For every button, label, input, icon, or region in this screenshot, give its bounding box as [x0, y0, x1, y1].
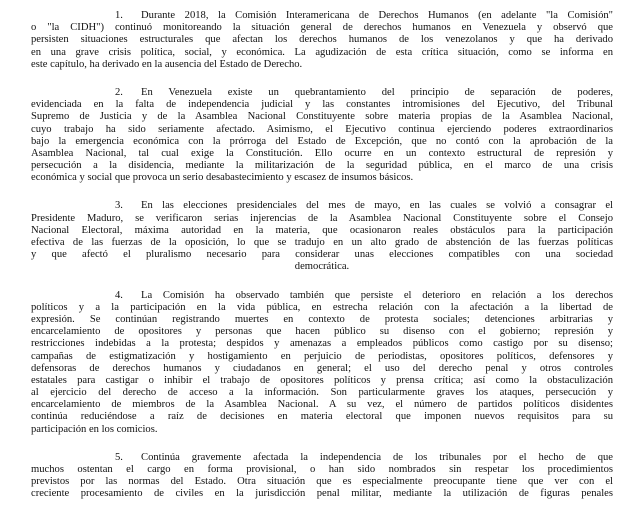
paragraph-line: previstos por las normas del Estado. Otra situación que es especialmente preocupante tiene que ver con el [31, 476, 613, 488]
paragraph-line [31, 87, 613, 99]
paragraph-line: encarcelamiento de miembros de la Asamblea Nacional. A su vez, el número de partidos políticos disidentes [31, 399, 613, 411]
paragraph-line: campañas de estigmatización y hostigamiento en perjuicio de periodistas, opositores políticos, defensores y [31, 350, 613, 362]
paragraph-line [31, 290, 613, 302]
paragraph-line-text: Durante 2018, la Comisión Interamericana de Derechos Humanos (en adelante "la Comisión" [141, 10, 613, 21]
paragraph-number: 3. [115, 200, 123, 212]
paragraph-1 [31, 10, 613, 71]
paragraph-line: democrática. [294, 261, 350, 273]
paragraph-line: Supremo de Justicia y de la Asamblea Nacional Constituyente sobre materia propias de la Asamblea Nacional, [31, 111, 613, 123]
paragraph-line: económica y social que provoca un serio desabastecimiento y escasez de insumos básicos. [31, 172, 414, 184]
paragraph-line: expresión. Se continúan registrando muertes en contexto de protesta sociales; detenciones arbitrarias y [31, 313, 613, 325]
paragraph-line: participación en los comicios. [31, 423, 158, 435]
paragraph-line: evidenciada en la falta de independencia judicial y las constantes intromisiones del Ejecutivo, del Tribunal [31, 99, 613, 111]
paragraph-line [31, 10, 613, 22]
paragraph-line-text: En las elecciones presidenciales del mes de mayo, en las cuales se volvió a consagrar el [141, 200, 613, 212]
paragraph-line-text: La Comisión ha observado también que persiste el deterioro en relación a los derechos [141, 289, 613, 301]
paragraph-line-text: Continúa gravemente afectada la independencia de los tribunales por el hecho de que [141, 451, 613, 463]
paragraph-line: muchos ostentan el cargo en forma provisional, o han sido nombrados sin respetar los procedimientos [31, 464, 613, 475]
paragraph-number: 5. [115, 451, 123, 463]
paragraph-4 [31, 290, 613, 436]
paragraph-line: políticos y a la participación en la vida pública, en estrecha relación con la afectación a la libertad de [31, 301, 613, 313]
paragraph-line [31, 200, 613, 212]
document-page [31, 10, 613, 517]
paragraph-line-text: En Venezuela existe un quebrantamiento del principio de separación de poderes, [141, 86, 613, 98]
paragraph-line: estatales para castigar o inhibir el trabajo de opositores políticos y prensa crítica; así como la obstaculización [31, 374, 613, 386]
paragraph-line: Presidente Maduro, se verificaron serias injerencias de la Asamblea Nacional Constituyente sobre el Consejo [31, 212, 613, 224]
paragraph-line: al ejercicio del derecho de acceso a la información. Son particularmente graves los ataques, persecución y [31, 387, 613, 399]
paragraph-line: bajo la emergencia económica con la prórroga del Estado de Excepción, que no contó con la aprobación de la [31, 135, 613, 147]
paragraph-line: este capítulo, ha derivado en la ausencia del Estado de Derecho. [31, 58, 303, 70]
paragraph-line: creciente procesamiento de civiles en la jurisdicción penal militar, mediante la utilización de figuras penales [31, 488, 613, 500]
paragraph-line: persisten situaciones estructurales que afectan los derechos humanos de los venezolanos y que ha derivado [31, 34, 613, 46]
paragraph-number: 4. [115, 289, 123, 301]
paragraph-2 [31, 87, 613, 185]
paragraph-line: cuyo trabajo ha sido seriamente afectado. Asimismo, el Ejecutivo continua ejerciendo poderes extraordinarios [31, 123, 613, 135]
paragraph-5 [31, 452, 613, 501]
paragraph-3 [31, 200, 613, 273]
paragraph-line: encarcelamiento de opositores y personas que hacen público su disenso con el gobierno; represión y [31, 326, 613, 338]
paragraph-line: persecución a la disidencia, mediante la militarización de la seguridad pública, en el marco de una crisis [31, 160, 613, 172]
paragraph-number: 1. [115, 10, 123, 21]
paragraph-line: o "la CIDH") continuó monitoreando la situación general de derechos humanos en Venezuela y observó que [31, 22, 613, 34]
paragraph-line: Asamblea Nacional, tal cual exige la Constitución. Ello ocurre en un contexto estructural de represión y [31, 147, 613, 159]
paragraph-number: 2. [115, 86, 123, 98]
paragraph-line: continúa reduciéndose a raíz de decisiones en materia electoral que imponen nuevos requisitos para su [31, 411, 613, 423]
paragraph-line: defensoras de derechos humanos y ciudadanos en general; el uso del derecho penal y otros controles [31, 362, 613, 374]
paragraph-line: efectiva de las fuerzas de la oposición, lo que se tradujo en un alto grado de abstención de las fuerzas políticas [31, 237, 613, 248]
paragraph-line: Nacional Electoral, máxima autoridad en la materia, que ocasionaron reales obstáculos para la participación [31, 224, 613, 236]
paragraph-line: restricciones indebidas a la protesta; despidos y amenazas a empleados públicos como castigo por su disenso; [31, 338, 613, 350]
paragraph-line [31, 452, 613, 464]
paragraph-line: y que afectó el pluralismo necesario para considerar unas elecciones compatibles con una sociedad [31, 249, 613, 261]
paragraph-line: en una grave crisis política, social, y económica. La agudización de esta crítica situación, como se informa en [31, 46, 613, 58]
